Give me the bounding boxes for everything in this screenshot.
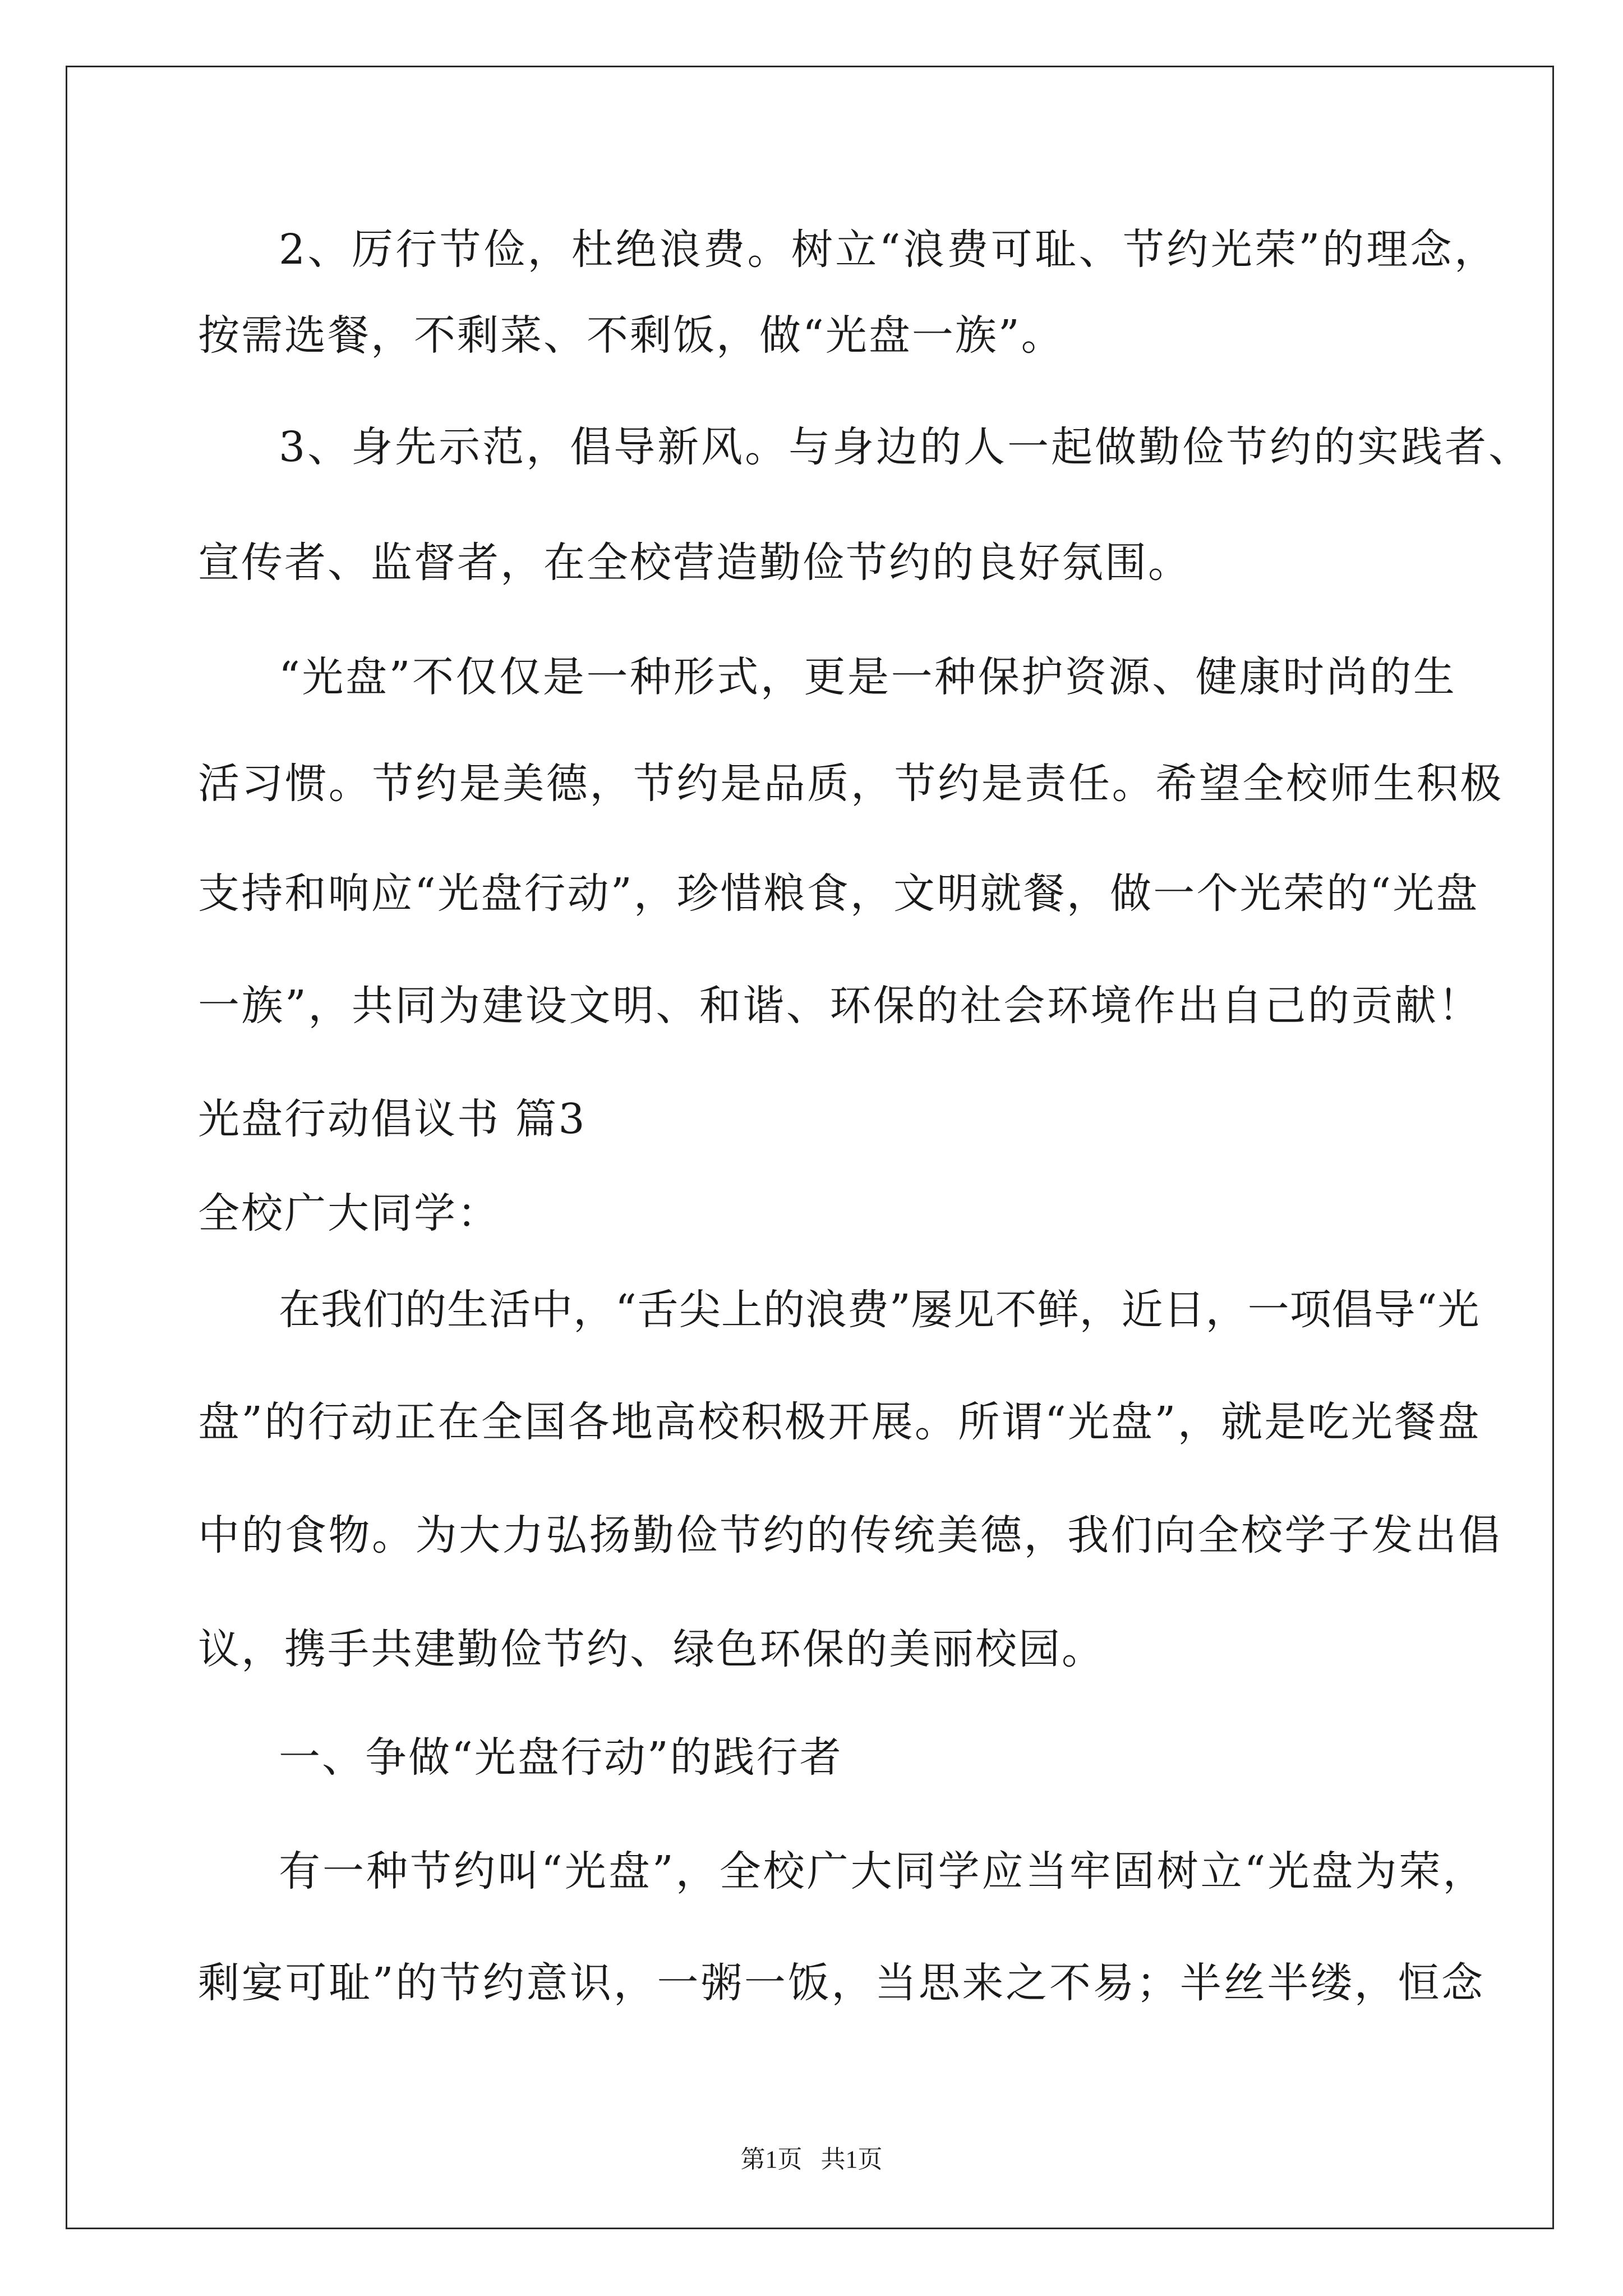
paragraph-line: 3、身先示范，倡导新风。与身边的人一起做勤俭节约的实践者、 (279, 423, 1533, 471)
paragraph-line: 宣传者、监督者，在全校营造勤俭节约的良好氛围。 (198, 539, 1191, 587)
paragraph-line: 活习惯。节约是美德，节约是品质，节约是责任。希望全校师生积极 (198, 760, 1504, 808)
paragraph-line: 支持和响应“光盘行动”，珍惜粮食，文明就餐，做一个光荣的“光盘 (198, 869, 1479, 918)
paragraph-line: 在我们的生活中，“舌尖上的浪费”屡见不鲜，近日，一项倡导“光 (279, 1286, 1480, 1334)
salutation: 全校广大同学： (198, 1189, 500, 1237)
section-heading: 光盘行动倡议书 篇3 (198, 1095, 587, 1143)
paragraph-line: 有一种节约叫“光盘”，全校广大同学应当牢固树立“光盘为荣， (279, 1847, 1487, 1895)
paragraph-line: 剩宴可耻”的节约意识，一粥一饭，当思来之不易；半丝半缕，恒念 (198, 1959, 1485, 2007)
subheading: 一、争做“光盘行动”的践行者 (279, 1733, 843, 1782)
paragraph-line: 2、厉行节俭，杜绝浪费。树立“浪费可耻、节约光荣”的理念， (279, 226, 1498, 274)
paragraph-line: “光盘”不仅仅是一种形式，更是一种保护资源、健康时尚的生 (279, 653, 1457, 701)
page-footer: 第1页 共1页 (740, 2146, 883, 2173)
paragraph-line: 盘”的行动正在全国各地高校积极开展。所谓“光盘”，就是吃光餐盘 (198, 1398, 1481, 1446)
paragraph-line: 议，携手共建勤俭节约、绿色环保的美丽校园。 (198, 1625, 1105, 1673)
paragraph-line: 一族”，共同为建设文明、和谐、环保的社会环境作出自己的贡献！ (198, 982, 1482, 1030)
page-border (66, 66, 1554, 2229)
paragraph-line: 按需选餐，不剩菜、不剩饭，做“光盘一族”。 (198, 311, 1064, 360)
paragraph-line: 中的食物。为大力弘扬勤俭节约的传统美德，我们向全校学子发出倡 (198, 1511, 1502, 1559)
